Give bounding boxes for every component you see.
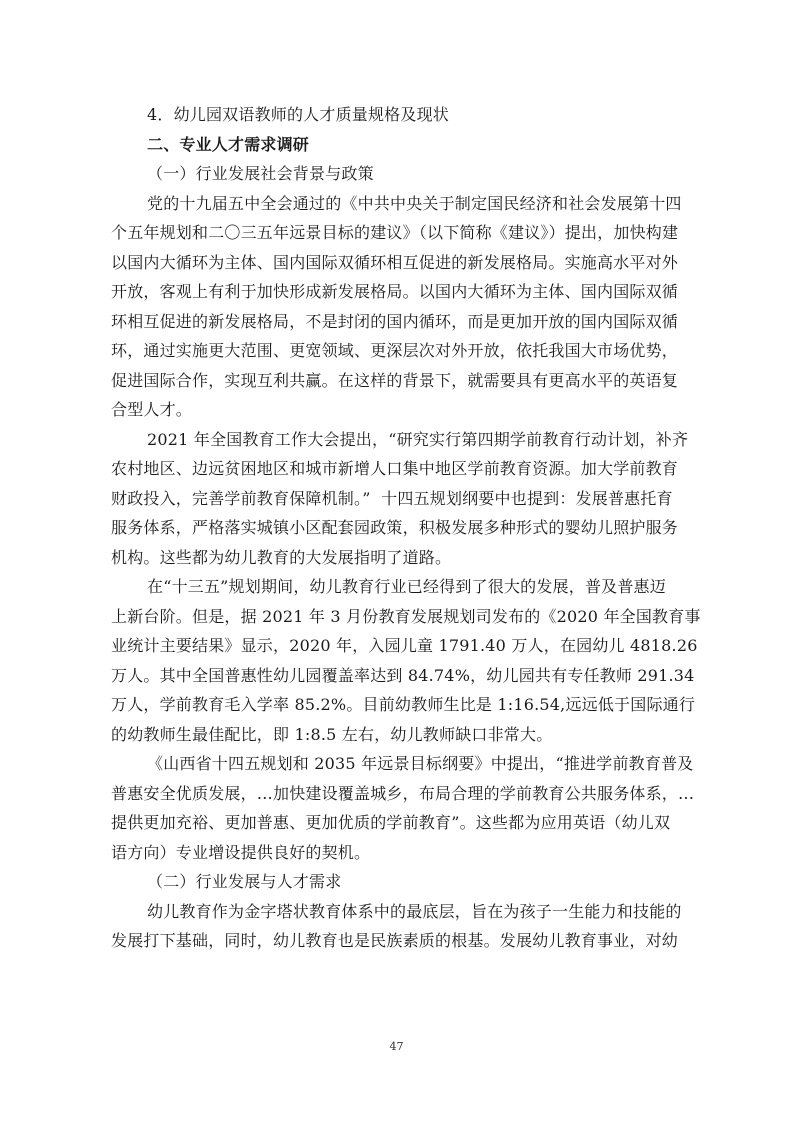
body-text-line: 以国内大循环为主体、国内国际双循环相互促进的新发展格局。实施高水平对外 [111,252,679,272]
body-text-line: 在“十三五”规划期间，幼儿教育行业已经得到了很大的发展，普及普惠迈 [147,577,666,596]
body-text-line: 发展打下基础，同时，幼儿教育也是民族素质的根基。发展幼儿教育事业，对幼 [111,931,679,950]
body-text-line: 财政投入，完善学前教育保障机制。” 十四五规划纲要中也提到：发展普惠托育 [111,488,673,508]
subheading: （一）行业发展社会背景与政策 [147,164,374,183]
section-heading: 二、专业人才需求调研 [147,134,310,154]
subheading: （二）行业发展与人才需求 [147,872,342,891]
body-text-line: 服务体系，严格落实城镇小区配套园政策，积极发展多种形式的婴幼儿照护服务 [111,518,679,537]
body-text-line: 上新台阶。但是，据 2021 年 3 月份教育发展规划司发布的《2020 年全国教育事 [111,606,701,626]
body-text-line: 万人。其中全国普惠性幼儿园覆盖率达到 84.74%，幼儿园共有专任教师 291.34 [111,665,695,685]
body-text-line: 开放，客观上有利于加快形成新发展格局。以国内大循环为主体、国内国际双循 [111,282,679,301]
body-text-line: 党的十九届五中全会通过的《中共中央关于制定国民经济和社会发展第十四 [147,193,682,213]
body-text-line: 个五年规划和二〇三五年远景目标的建议》（以下简称《建议》）提出，加快构建 [111,223,679,242]
body-text-line: 万人，学前教育毛入学率 85.2%。目前幼教师生比是 1:16.54,远远低于国际通行 [111,695,696,714]
body-text-line: 环，通过实施更大范围、更宽领域、更深层次对外开放，依托我国大市场优势， [111,341,679,360]
body-text-line: 2021 年全国教育工作大会提出，“研究实行第四期学前教育行动计划，补齐 [147,429,689,449]
body-text-line: 语方向）专业增设提供良好的契机。 [111,842,371,862]
body-text-line: 的幼教师生最佳配比，即 1:8.5 左右，幼儿教师缺口非常大。 [111,724,553,744]
body-text-line: 业统计主要结果》显示，2020 年，入园儿童 1791.40 万人，在园幼儿 4818.26 [111,636,698,655]
body-text-line: 幼儿教育作为金字塔状教育体系中的最底层，旨在为孩子一生能力和技能的 [147,901,682,921]
body-text-line: 普惠安全优质发展，…加快建设覆盖城乡，布局合理的学前教育公共服务体系，… [111,783,695,803]
body-text-line: 合型人才。 [111,400,193,419]
body-text-line: 环相互促进的新发展格局，不是封闭的国内循环，而是更加开放的国内国际双循 [111,311,679,331]
body-text-line: 机构。这些都为幼儿教育的大发展指明了道路。 [111,547,452,567]
body-text-line: 农村地区、边远贫困地区和城市新增人口集中地区学前教育资源。加大学前教育 [111,459,679,478]
body-text-line: 促进国际合作，实现互利共赢。在这样的背景下，就需要具有更高水平的英语复 [111,370,679,390]
body-text-line: 《山西省十四五规划和 2035 年远景目标纲要》中提出，“推进学前教育普及 [147,754,694,773]
document-body [111,100,701,956]
subheading: 4．幼儿园双语教师的人才质量规格及现状 [147,105,449,124]
page-number: 47 [389,1040,404,1053]
body-text-line: 提供更加充裕、更加普惠、更加优质的学前教育”。这些都为应用英语（幼儿双 [111,813,671,832]
